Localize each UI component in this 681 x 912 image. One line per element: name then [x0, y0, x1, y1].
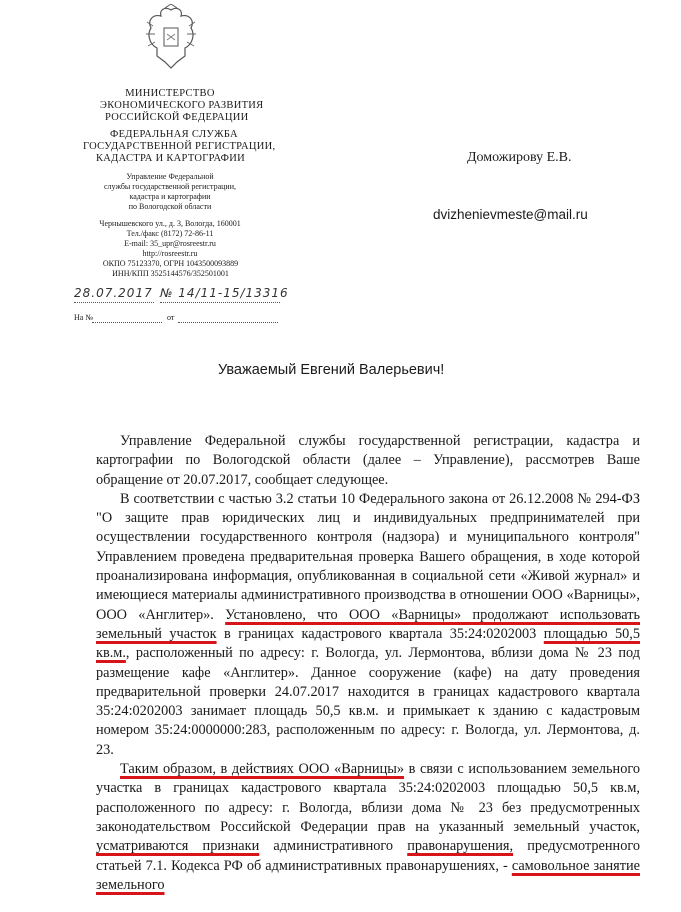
service-line-1: ФЕДЕРАЛЬНАЯ СЛУЖБА: [110, 129, 238, 140]
department-line-3: кадастра и картографии: [129, 192, 211, 201]
service-line-3: КАДАСТРА И КАРТОГРАФИИ: [95, 153, 246, 164]
contacts-email: E-mail: 35_upr@rosreestr.ru: [124, 239, 216, 248]
contacts-inn: ИНН/КПП 3525144576/352501001: [112, 269, 229, 278]
p3-text-a: в связи с использованием земельного участка в границах кадастрового квартала 35:24:0202003 площадью 50,5 кв.м, расположенного по адресу: г. Вологда, вблизи дома № 23 без предусмотренных законодательством Российской Федерации прав на указанный земельный участок,: [96, 761, 640, 835]
contacts-okpo: ОКПО 75123370, ОГРН 1043500093889: [102, 259, 239, 268]
p2-text-b: в границах кадастрового квартала 35:24:0202003: [224, 625, 537, 642]
service-line-2: ГОСУДАРСТВЕННОЙ РЕГИСТРАЦИИ,: [83, 141, 276, 152]
ref-label: На №: [74, 313, 93, 322]
salutation: Уважаемый Евгений Валерьевич!: [218, 362, 445, 378]
department-line-2: службы государственной регистрации,: [104, 182, 236, 191]
handwritten-date: 28.07.2017: [74, 286, 153, 300]
ref-date-line: [178, 322, 278, 323]
number-line: [160, 302, 280, 303]
recipient-email: dvizhenievmeste@mail.ru: [433, 207, 588, 222]
ministry-line-3: РОССИЙСКОЙ ФЕДЕРАЦИИ: [105, 112, 249, 123]
department-line-1: Управление Федеральной: [126, 172, 214, 181]
p3-text-b: административного: [273, 838, 394, 855]
paragraph-1: Управление Федеральной службы государственной регистрации, кадастра и картографии по Вологодской области (далее – Управление), рассмотрев Ваше обращение от 20.07.2017, сообщает следующее.: [96, 433, 640, 488]
ref-number-line: [92, 322, 162, 323]
coat-of-arms-emblem: [143, 4, 199, 72]
date-line: [74, 302, 154, 303]
p3-underlined-signs: усматриваются признаки: [96, 838, 260, 855]
p2-underlined-area: площадью 50,5 кв.м.: [96, 625, 641, 662]
p2-underlined-established: Установлено, что ООО «Варницы» продолжают использовать земельный участок: [96, 606, 641, 642]
contacts-website: http://rosreestr.ru: [142, 249, 198, 258]
ref-from-label: от: [167, 313, 175, 322]
p2-text-c: , расположенный по адресу: г. Вологда, ул. Лермонтова, вблизи дома № 23 под размещение кафе «Англитер». Данное сооружение (кафе) на дату проведения предварительной проверки 24.07.2017 находится в границах кадастрового квартала 35:24:0202003 занимает площадь 50,5 кв.м. и примыкает к зданию с кадастровым номером 35:24:0000000:283, расположенным по адресу: г. Вологда, ул. Лермонтова, д. 23.: [96, 645, 640, 758]
paragraph-3: [96, 760, 640, 895]
p3-underlined-seizure: самовольное занятие земельного: [96, 857, 640, 893]
contacts-address: Чернышевского ул., д. 3, Вологда, 160001: [99, 219, 241, 228]
p3-underlined-offense: правонарушения,: [407, 838, 514, 855]
p3-underlined-thus: Таким образом, в действиях ООО «Варницы»: [120, 761, 404, 778]
department-line-4: по Вологодской области: [128, 202, 212, 211]
p3-text-c: предусмотренного статьей 7.1. Кодекса РФ об административных правонарушениях, -: [96, 838, 641, 874]
p2-text-a: В соответствии с частью 3.2 статьи 10 Федерального закона от 26.12.2008 № 294-ФЗ "О защите прав юридических лиц и индивидуальных предпринимателей при осуществлении государственного контроля (надзора) и муниципального контроля" Управлением проведена предварительная проверка Вашего обращения, в ходе которой проанализирована информация, опубликованная в социальной сети «Живой журнал» и имеющиеся материалы административного производства в отношении ООО «Варницы», ООО «Англитер».: [96, 490, 640, 623]
contacts-phone: Тел./факс (8172) 72-86-11: [126, 229, 214, 238]
handwritten-number: № 14/11-15/13316: [160, 286, 289, 300]
ministry-line-1: МИНИСТЕРСТВО: [125, 88, 215, 99]
letter-body: [96, 432, 640, 895]
recipient-name: Доможирову Е.В.: [467, 150, 572, 165]
paragraph-2: [96, 490, 640, 760]
ministry-line-2: ЭКОНОМИЧЕСКОГО РАЗВИТИЯ: [100, 100, 264, 111]
